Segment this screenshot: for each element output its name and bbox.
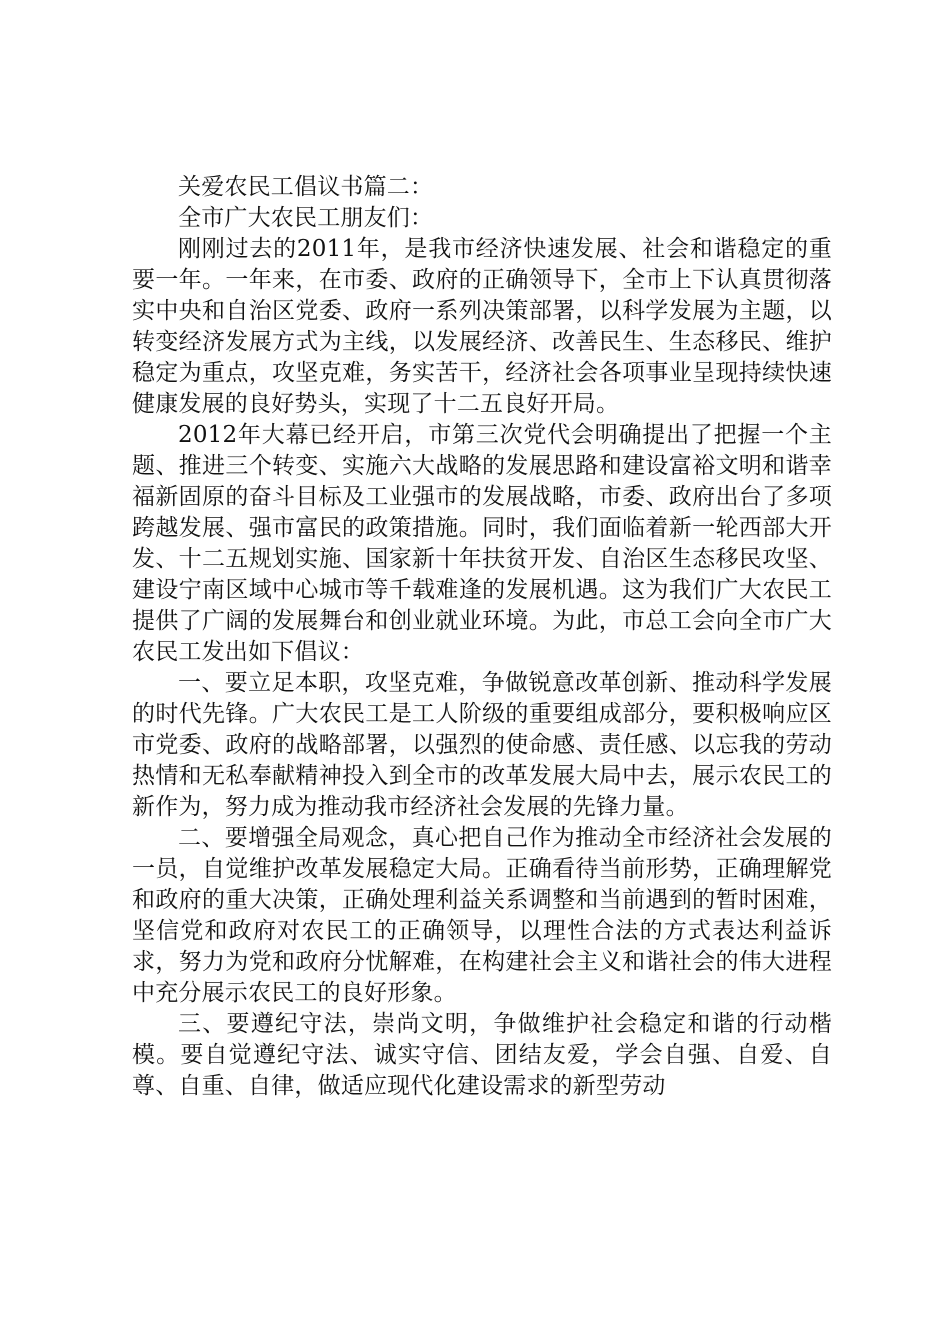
document-title: 关爱农民工倡议书篇二： <box>178 174 434 200</box>
paragraph-2012-outlook: 2012年大幕已经开启，市第三次党代会明确提出了把握一个主题、推进三个转变、实施六大战略的发展思路和建设富裕文明和谐幸福新固原的奋斗目标及工业强市的发展战略，市委、政府出台了多项跨越发展、强市富民的政策措施。同时，我们面临着新一轮西部大开发、十二五规划实施、国家新十年扶贫开发、自治区生态移民攻坚、建设宁南区域中心城市等千载难逢的发展机遇。这为我们广大农民工提供了广阔的发展舞台和创业就业环境。为此，市总工会向全市广大农民工发出如下倡议： <box>132 422 832 665</box>
paragraph-intro: 刚刚过去的2011年，是我市经济快速发展、社会和谐稳定的重要一年。一年来，在市委、政府的正确领导下，全市上下认真贯彻落实中央和自治区党委、政府一系列决策部署，以科学发展为主题，以转变经济发展方式为主线，以发展经济、改善民生、生态移民、维护稳定为重点，攻坚克难，务实苦干，经济社会各项事业呈现持续快速健康发展的良好势头，实现了十二五良好开局。 <box>132 236 832 417</box>
paragraph-proposal-two: 二、要增强全局观念，真心把自己作为推动全市经济社会发展的一员，自觉维护改革发展稳定大局。正确看待当前形势，正确理解党和政府的重大决策，正确处理利益关系调整和当前遇到的暂时困难，坚信党和政府对农民工的正确领导，以理性合法的方式表达利益诉求，努力为党和政府分忧解难，在构建社会主义和谐社会的伟大进程中充分展示农民工的良好形象。 <box>132 825 832 1006</box>
salutation: 全市广大农民工朋友们： <box>178 205 434 231</box>
document-body <box>132 172 832 1102</box>
paragraph-proposal-three: 三、要遵纪守法，崇尚文明，争做维护社会稳定和谐的行动楷模。要自觉遵纪守法、诚实守信、团结友爱，学会自强、自爱、自尊、自重、自律，做适应现代化建设需求的新型劳动 <box>132 1011 832 1099</box>
paragraph-proposal-one: 一、要立足本职，攻坚克难，争做锐意改革创新、推动科学发展的时代先锋。广大农民工是工人阶级的重要组成部分，要积极响应区市党委、政府的战略部署，以强烈的使命感、责任感、以忘我的劳动热情和无私奉献精神投入到全市的改革发展大局中去，展示农民工的新作为，努力成为推动我市经济社会发展的先锋力量。 <box>132 670 832 820</box>
